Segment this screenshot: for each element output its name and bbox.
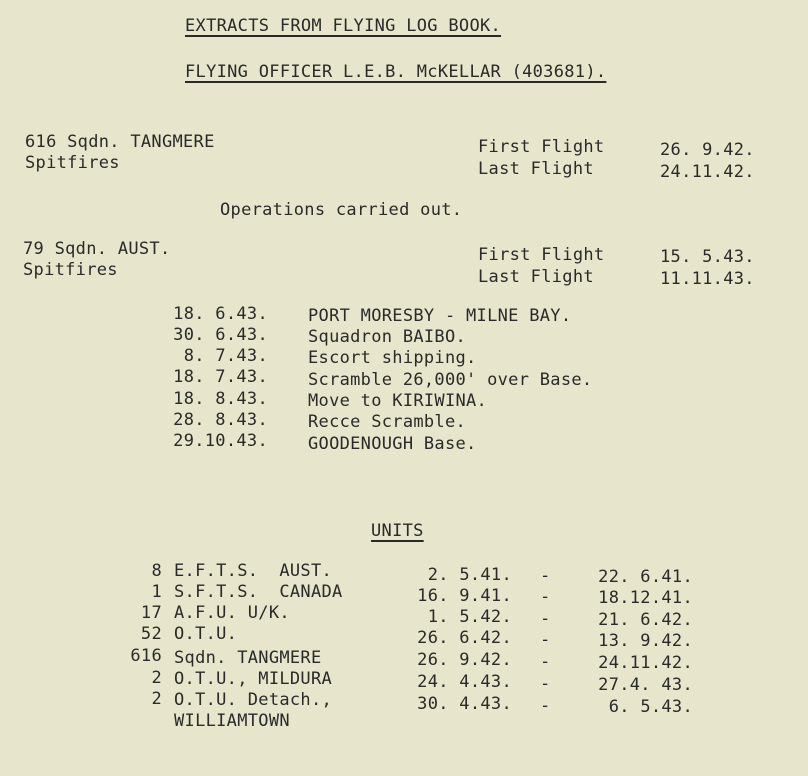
unit-to-date: 21. 6.42. (598, 610, 693, 630)
unit-from-date: 26. 9.42. (417, 650, 512, 670)
unit-dash: - (540, 566, 551, 586)
unit-to-date: 13. 9.42. (598, 631, 693, 651)
operation-text: GOODENOUGH Base. (308, 434, 477, 454)
unit-to-date: 27.4. 43. (598, 675, 693, 695)
unit-name: O.T.U. (174, 624, 238, 644)
unit-from-date: 30. 4.43. (417, 694, 512, 714)
squadron-79-line2: Spitfires (23, 260, 118, 280)
unit-dash: - (540, 630, 551, 650)
unit-number: 8 (151, 561, 162, 581)
unit-location-extra: WILLIAMTOWN (174, 711, 290, 731)
unit-name: S.F.T.S. CANADA (174, 582, 343, 602)
operation-date: 8. 7.43. (183, 346, 268, 366)
operation-date: 30. 6.43. (173, 325, 268, 345)
operation-date: 28. 8.43. (173, 410, 268, 430)
unit-number: 1 (151, 582, 162, 602)
squadron-79-first-label: First Flight (478, 245, 605, 265)
operation-date: 18. 8.43. (173, 389, 268, 409)
unit-to-date: 18.12.41. (598, 588, 693, 608)
unit-to-date: 6. 5.43. (608, 697, 693, 717)
squadron-79-last-label: Last Flight (478, 267, 594, 287)
squadron-79-line1: 79 Sqdn. AUST. (23, 239, 171, 259)
operation-date: 18. 6.43. (173, 304, 268, 324)
unit-number: 616 (130, 646, 162, 666)
operation-text: PORT MORESBY - MILNE BAY. (308, 306, 572, 326)
operation-text: Recce Scramble. (308, 412, 467, 432)
unit-dash: - (540, 609, 551, 629)
unit-name: O.T.U. Detach., (174, 690, 333, 710)
unit-from-date: 1. 5.42. (427, 607, 512, 627)
squadron-616-last-label: Last Flight (478, 159, 594, 179)
operation-date: 18. 7.43. (173, 367, 268, 387)
operations-heading: Operations carried out. (220, 200, 463, 220)
unit-from-date: 2. 5.41. (427, 565, 512, 585)
unit-dash: - (540, 587, 551, 607)
squadron-616-last-date: 24.11.42. (660, 162, 755, 182)
officer-name: FLYING OFFICER L.E.B. McKELLAR (403681). (185, 62, 607, 82)
unit-from-date: 16. 9.41. (417, 586, 512, 606)
unit-number: 2 (151, 668, 162, 688)
operation-text: Escort shipping. (308, 348, 477, 368)
unit-name: E.F.T.S. AUST. (174, 561, 333, 581)
operation-text: Scramble 26,000' over Base. (308, 370, 593, 390)
unit-to-date: 24.11.42. (598, 653, 693, 673)
unit-number: 2 (151, 689, 162, 709)
squadron-79-first-date: 15. 5.43. (660, 247, 755, 267)
unit-from-date: 26. 6.42. (417, 628, 512, 648)
squadron-616-line1: 616 Sqdn. TANGMERE (25, 132, 215, 152)
unit-dash: - (540, 674, 551, 694)
unit-name: O.T.U., MILDURA (174, 669, 333, 689)
units-heading: UNITS (371, 521, 424, 541)
unit-dash: - (540, 652, 551, 672)
operation-text: Move to KIRIWINA. (308, 391, 488, 411)
squadron-616-first-label: First Flight (478, 137, 605, 157)
unit-name: A.F.U. U/K. (174, 603, 290, 623)
unit-number: 52 (140, 624, 162, 644)
squadron-616-first-date: 26. 9.42. (660, 140, 755, 160)
squadron-79-last-date: 11.11.43. (660, 269, 755, 289)
document-title: EXTRACTS FROM FLYING LOG BOOK. (185, 16, 502, 36)
unit-dash: - (540, 696, 551, 716)
operation-date: 29.10.43. (173, 431, 268, 451)
unit-number: 17 (140, 603, 162, 623)
unit-to-date: 22. 6.41. (598, 567, 693, 587)
unit-name: Sqdn. TANGMERE (174, 648, 322, 668)
squadron-616-line2: Spitfires (25, 153, 120, 173)
unit-from-date: 24. 4.43. (417, 672, 512, 692)
operation-text: Squadron BAIBO. (308, 327, 467, 347)
